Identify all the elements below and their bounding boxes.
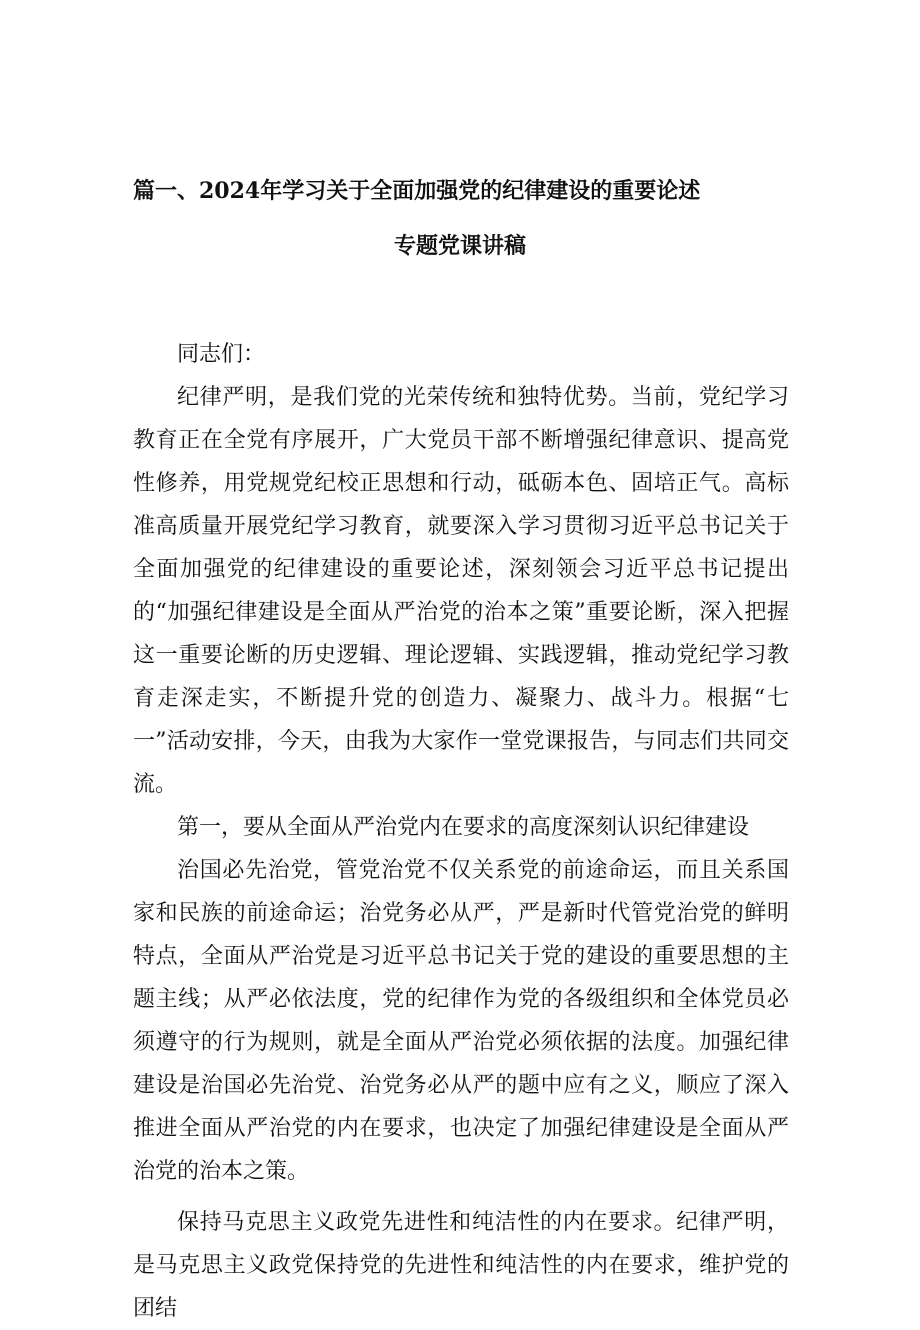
paragraph-section-1: 治国必先治党，管党治党不仅关系党的前途命运，而且关系国家和民族的前途命运；治党务必从严，严是新时代管党治党的鲜明特点，全面从严治党是习近平总书记关于党的建设的重要思想的主题主线；从严必依法度，党的纪律作为党的各级组织和全体党员必须遵守的行为规则，就是全面从严治党必须依据的法度。加强纪律建设是治国必先治党、治党务必从严的题中应有之义，顺应了深入推进全面从严治党的内在要求，也决定了加强纪律建设是全面从严治党的治本之策。 — [133, 858, 789, 1184]
paragraph-section-1b: 保持马克思主义政党先进性和纯洁性的内在要求。纪律严明，是马克思主义政党保持党的先进性和纯洁性的内在要求，维护党的团结 — [133, 1210, 789, 1321]
section-heading-1: 第一，要从全面从严治党内在要求的高度深刻认识纪律建设 — [177, 815, 750, 840]
salutation: 同志们： — [177, 342, 266, 367]
paragraph-intro: 纪律严明，是我们党的光荣传统和独特优势。当前，党纪学习教育正在全党有序展开，广大党员干部不断增强纪律意识、提高党性修养，用党规党纪校正思想和行动，砥砺本色、固培正气。高标准高质量开展党纪学习教育，就要深入学习贯彻习近平总书记关于全面加强党的纪律建设的重要论述，深刻领会习近平总书记提出的“加强纪律建设是全面从严治党的治本之策”重要论断，深入把握这一重要论断的历史逻辑、理论逻辑、实践逻辑，推动党纪学习教育走深走实，不断提升党的创造力、凝聚力、战斗力。根据“七一”活动安排，今天，由我为大家作一堂党课报告，与同志们共同交流。 — [133, 385, 789, 797]
document-body — [133, 333, 789, 1330]
document-title: 篇一、2024年学习关于全面加强党的纪律建设的重要论述 — [133, 178, 701, 204]
document-subtitle: 专题党课讲稿 — [393, 233, 526, 259]
